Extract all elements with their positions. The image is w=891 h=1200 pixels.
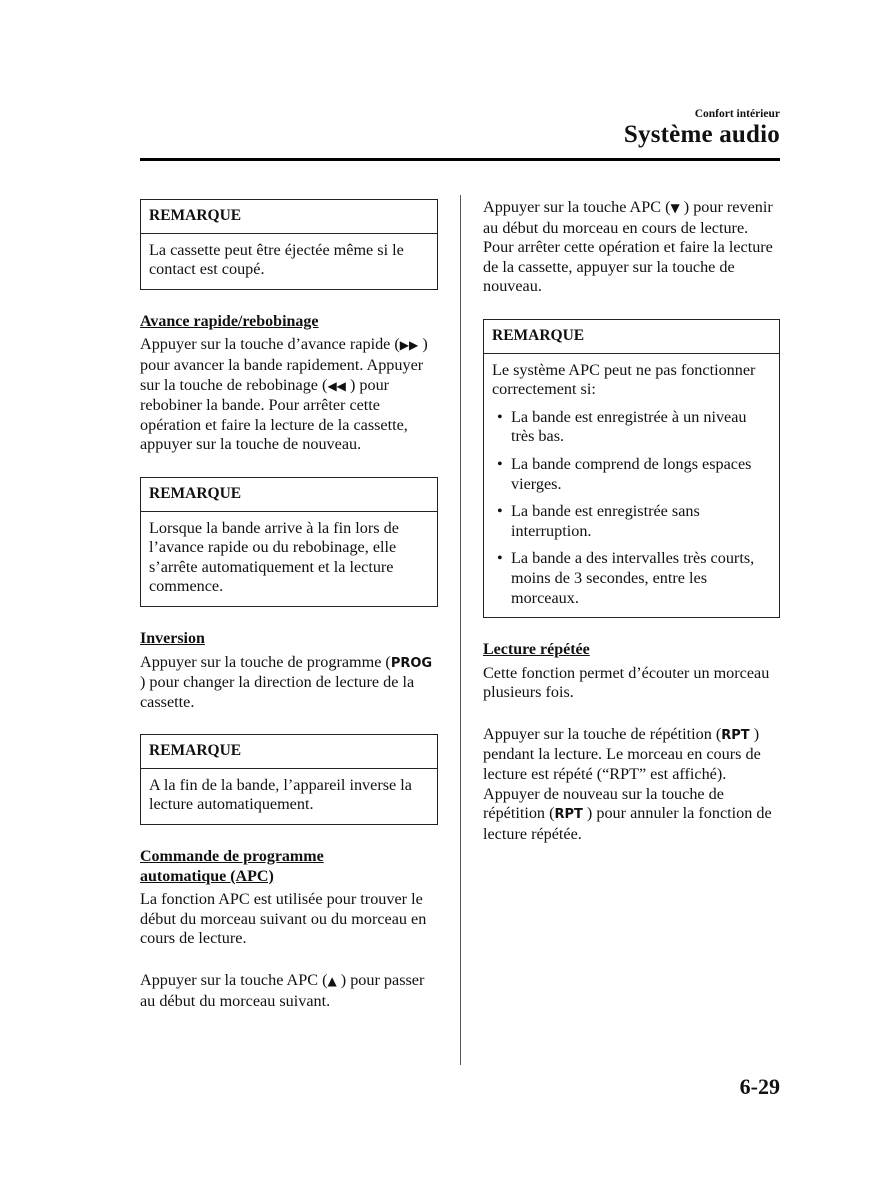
note-intro: Le système APC peut ne pas fonctionner correctement si: bbox=[492, 360, 756, 399]
apc-next-paragraph bbox=[140, 971, 438, 1011]
prog-button-label: PROG bbox=[390, 655, 433, 671]
note-box-auto-reverse bbox=[140, 734, 438, 825]
note-box-apc-limits bbox=[483, 319, 780, 618]
apc-intro-paragraph: La fonction APC est utilisée pour trouver le début du morceau suivant ou du morceau en cours de lecture. bbox=[140, 890, 427, 948]
list-item bbox=[492, 408, 771, 447]
section-heading-repeat: Lecture répétée bbox=[483, 641, 590, 659]
section-heading-fast-forward: Avance rapide/rebobinage bbox=[140, 312, 319, 330]
text-run: ) pour revenir au début du morceau en cours de lecture. Pour arrêter cette opération et faire la lecture de la cassette, appuyer sur la touche de nouveau. bbox=[483, 198, 773, 296]
note-heading: REMARQUE bbox=[141, 200, 437, 234]
apc-previous-paragraph bbox=[483, 198, 780, 297]
page-number: 6-29 bbox=[739, 1074, 780, 1099]
list-item bbox=[492, 502, 771, 541]
bullet-icon: • bbox=[497, 407, 503, 426]
list-item-text: La bande comprend de longs espaces vierges. bbox=[511, 454, 752, 493]
fast-forward-paragraph bbox=[140, 335, 438, 455]
column-divider bbox=[460, 195, 461, 1065]
list-item bbox=[492, 455, 771, 494]
note-text: La cassette peut être éjectée même si le contact est coupé. bbox=[149, 240, 404, 279]
inversion-paragraph bbox=[140, 653, 438, 713]
bullet-icon: • bbox=[497, 502, 503, 521]
bullet-icon: • bbox=[497, 454, 503, 473]
rpt-button-label: RPT bbox=[721, 727, 750, 743]
section-heading-apc-line1: Commande de programme bbox=[140, 848, 324, 866]
text-run: ) pour passer au début du morceau suivant. bbox=[140, 971, 425, 1010]
note-box-eject bbox=[140, 199, 438, 290]
down-triangle-icon: ▼ bbox=[670, 201, 680, 215]
repeat-intro-paragraph: Cette fonction permet d’écouter un morceau plusieurs fois. bbox=[483, 663, 770, 702]
text-run: ) pour avancer la bande rapidement. Appuyer sur la touche de rebobinage ( bbox=[140, 335, 428, 394]
note-box-tape-end bbox=[140, 477, 438, 607]
list-item bbox=[492, 549, 771, 608]
note-text: A la fin de la bande, l’appareil inverse la lecture automatiquement. bbox=[149, 775, 412, 814]
rpt-button-label: RPT bbox=[554, 807, 583, 823]
note-text: Lorsque la bande arrive à la fin lors de l’avance rapide ou du rebobinage, elle s’arrête automatiquement et la lecture commence. bbox=[149, 518, 399, 596]
list-item-text: La bande a des intervalles très courts, moins de 3 secondes, entre les morceaux. bbox=[511, 549, 755, 607]
text-run: ) pour rebobiner la bande. Pour arrêter cette opération et faire la lecture de la cassette, appuyer sur la touche de nouveau. bbox=[140, 375, 408, 454]
text-run: Appuyer sur la touche APC ( bbox=[483, 198, 671, 216]
repeat-instructions-paragraph bbox=[483, 725, 780, 845]
left-column bbox=[140, 199, 438, 1033]
note-body bbox=[484, 354, 779, 618]
list-item-text: La bande est enregistrée sans interruption. bbox=[511, 502, 700, 540]
bullet-icon: • bbox=[497, 549, 503, 568]
text-run: Appuyer sur la touche de répétition ( bbox=[483, 724, 722, 743]
rewind-icon: ◀◀ bbox=[327, 378, 346, 393]
list-item-text: La bande est enregistrée à un niveau très bas. bbox=[511, 407, 747, 446]
fast-forward-icon: ▶▶ bbox=[399, 338, 419, 353]
note-bullet-list bbox=[492, 408, 771, 608]
section-heading-inversion: Inversion bbox=[140, 629, 205, 647]
right-column bbox=[483, 198, 780, 866]
text-run: Appuyer sur la touche de programme ( bbox=[140, 652, 391, 671]
note-heading: REMARQUE bbox=[141, 735, 437, 769]
text-run: Appuyer sur la touche d’avance rapide ( bbox=[140, 335, 400, 354]
section-heading-apc-line2: automatique (APC) bbox=[140, 867, 274, 885]
text-run: ) pendant la lecture. Le morceau en cours de lecture est répété (“RPT” est affiché). Appuyer de nouveau sur la touche de répétition ( bbox=[483, 724, 761, 823]
note-heading: REMARQUE bbox=[484, 320, 779, 354]
header-section-label: Confort intérieur bbox=[694, 108, 780, 120]
header-rule bbox=[140, 158, 780, 161]
up-triangle-icon: ▲ bbox=[327, 974, 337, 989]
note-heading: REMARQUE bbox=[141, 478, 437, 512]
text-run: ) pour annuler la fonction de lecture répétée. bbox=[483, 804, 772, 843]
text-run: Appuyer sur la touche APC ( bbox=[140, 971, 328, 990]
text-run: ) pour changer la direction de lecture de la cassette. bbox=[140, 673, 415, 711]
page-title: Système audio bbox=[623, 121, 780, 148]
